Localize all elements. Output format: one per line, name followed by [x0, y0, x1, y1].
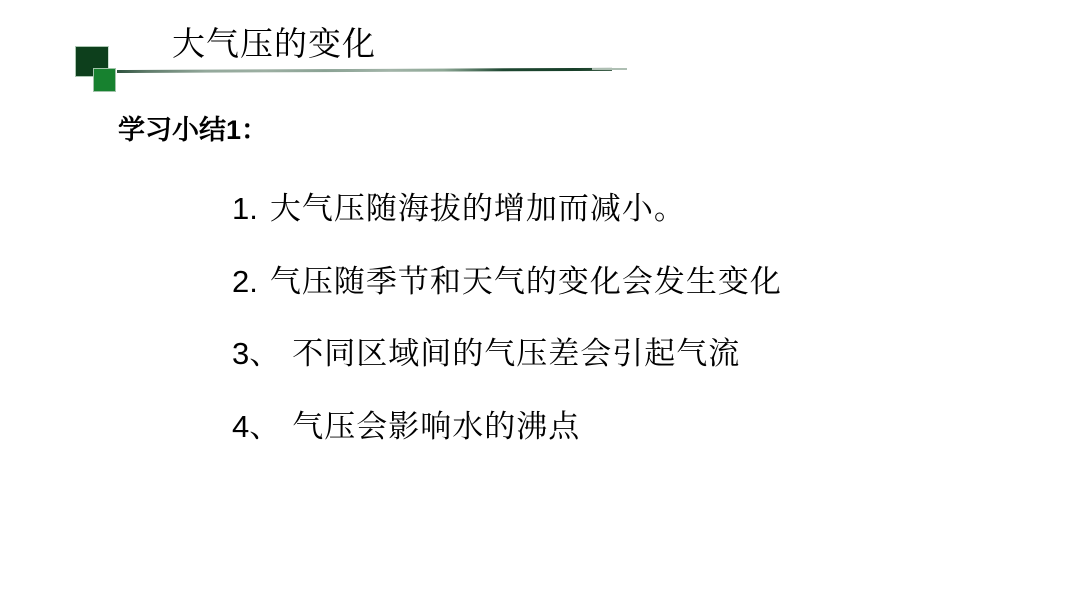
- item-text: 气压会影响水的沸点: [292, 409, 581, 444]
- item-number: 1.: [232, 191, 258, 226]
- item-number: 2.: [232, 264, 258, 299]
- slide-title: 大气压的变化: [172, 25, 376, 62]
- item-number: 3、: [232, 336, 281, 371]
- title-underline: [117, 68, 612, 73]
- list-item-2: [232, 261, 782, 303]
- item-text: 大气压随海拔的增加而减小。: [269, 191, 686, 226]
- item-text: 不同区域间的气压差会引起气流: [292, 336, 741, 371]
- item-number: 4、: [232, 409, 281, 444]
- list-item-1: [232, 188, 686, 230]
- item-text: 气压随季节和天气的变化会发生变化: [269, 264, 782, 299]
- title-underline-tip: [592, 68, 627, 70]
- section-heading: 学习小结1：: [118, 115, 269, 145]
- list-item-4: [232, 406, 580, 448]
- decor-square-green-icon: [93, 68, 116, 92]
- list-item-3: [232, 333, 740, 375]
